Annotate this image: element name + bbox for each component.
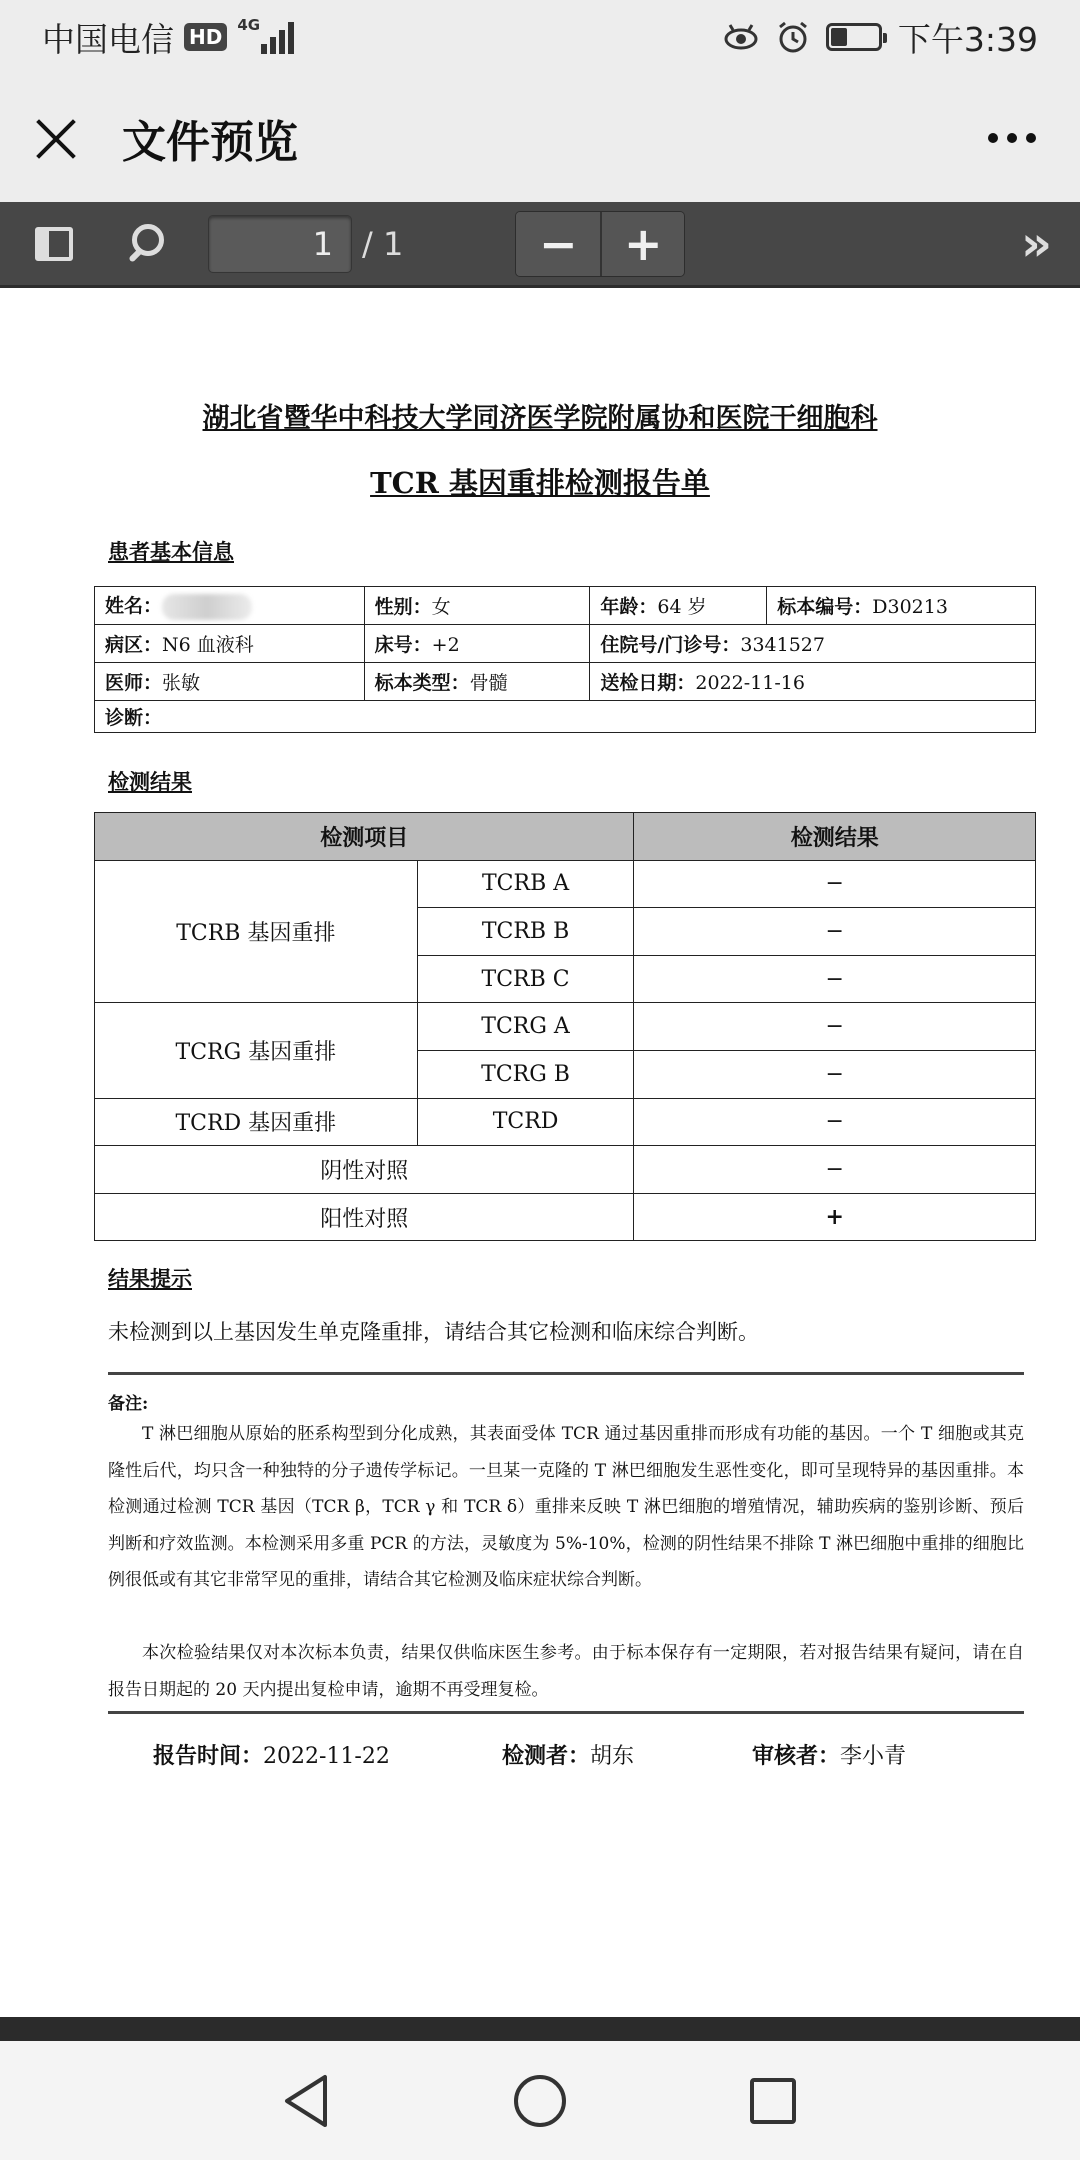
doctor-cell: 医师：张敏 (95, 663, 365, 701)
report-time: 报告时间：2022-11-22 (153, 1743, 390, 1769)
hd-badge: HD (184, 23, 227, 51)
eye-comfort-icon (722, 22, 760, 52)
ward-cell: 病区：N6 血液科 (95, 625, 365, 663)
search-icon (124, 224, 164, 264)
hospital-title: 湖北省暨华中科技大学同济医学院附属协和医院干细胞科 (202, 403, 878, 434)
sub-item: TCRB B (417, 908, 634, 956)
title-bar (0, 74, 1080, 202)
table-row (95, 1098, 1036, 1146)
name-cell: 姓名： (95, 587, 365, 625)
result-value: − (634, 1050, 1036, 1098)
submit-date-cell: 送检日期：2022-11-16 (590, 663, 1036, 701)
positive-control-label: 阳性对照 (95, 1193, 634, 1241)
sub-item: TCRB A (417, 860, 634, 908)
page-count: / 1 (362, 224, 404, 263)
hint-text: 未检测到以上基因发生单克隆重排，请结合其它检测和临床综合判断。 (108, 1320, 759, 1344)
status-bar (0, 0, 1080, 74)
results-section-heading: 检测结果 (108, 769, 192, 794)
home-circle-icon (512, 2073, 568, 2129)
page-number-input[interactable] (208, 215, 352, 273)
viewer-bottom-bar (0, 2017, 1080, 2041)
table-row (95, 1193, 1036, 1241)
carrier-name: 中国电信 (42, 19, 174, 59)
battery-icon (826, 23, 882, 51)
bed-cell: 床号：+2 (364, 625, 590, 663)
signal-icon (237, 16, 294, 54)
sidebar-icon (35, 227, 73, 261)
negative-control-label: 阴性对照 (95, 1146, 634, 1194)
table-row (95, 1146, 1036, 1194)
close-icon[interactable] (34, 117, 76, 159)
divider (108, 1372, 1024, 1375)
redacted-name (162, 594, 252, 620)
divider (108, 1711, 1024, 1714)
nav-home-button[interactable] (500, 2061, 580, 2141)
header-result: 检测结果 (634, 813, 1036, 861)
group-tcrg: TCRG 基因重排 (95, 1003, 418, 1098)
positive-control-result: + (634, 1193, 1036, 1241)
system-nav-bar (0, 2041, 1080, 2160)
alarm-icon (776, 20, 810, 54)
result-value: − (634, 860, 1036, 908)
zoom-in-button[interactable]: + (600, 212, 684, 276)
sub-item: TCRB C (417, 955, 634, 1003)
inpatient-no-cell: 住院号/门诊号：3341527 (590, 625, 1036, 663)
zoom-controls (515, 211, 685, 277)
zoom-out-button[interactable]: − (516, 212, 600, 276)
report-title: TCR 基因重排检测报告单 (370, 466, 710, 500)
results-table (94, 812, 1036, 1241)
patient-info-table (94, 586, 1036, 733)
clock: 下午3:39 (897, 19, 1038, 59)
page-title: 文件预览 (122, 117, 298, 168)
specimen-no-cell: 标本编号：D30213 (767, 587, 1036, 625)
nav-recents-button[interactable] (733, 2061, 813, 2141)
sub-item: TCRG B (417, 1050, 634, 1098)
back-triangle-icon (281, 2073, 333, 2129)
sidebar-toggle-button[interactable] (26, 216, 82, 272)
patient-section-heading: 患者基本信息 (108, 539, 234, 564)
more-menu-icon[interactable] (978, 123, 1046, 153)
nav-back-button[interactable] (267, 2061, 347, 2141)
hint-section-heading: 结果提示 (108, 1266, 192, 1291)
recents-square-icon (748, 2076, 798, 2126)
sex-cell: 性别：女 (364, 587, 590, 625)
group-tcrb: TCRB 基因重排 (95, 860, 418, 1003)
result-value: − (634, 1003, 1036, 1051)
specimen-type-cell: 标本类型：骨髓 (364, 663, 590, 701)
find-button[interactable] (116, 216, 172, 272)
pdf-page (0, 291, 1080, 2017)
table-row (95, 860, 1036, 908)
status-right (722, 14, 1038, 61)
table-row (95, 1003, 1036, 1051)
pdf-toolbar (0, 202, 1080, 288)
tools-menu-icon[interactable]: » (1020, 215, 1040, 272)
note-paragraph-2: 本次检验结果仅对本次标本负责，结果仅供临床医生参考。由于标本保存有一定期限，若对报告结果有疑问，请在自报告日期起的 20 天内提出复检申请，逾期不再受理复检。 (108, 1643, 1024, 1700)
tester: 检测者：胡东 (502, 1743, 635, 1769)
result-value: − (634, 1098, 1036, 1146)
age-cell: 年龄：64 岁 (590, 587, 767, 625)
sub-item: TCRG A (417, 1003, 634, 1051)
reviewer: 审核者：李小青 (752, 1743, 907, 1769)
diagnosis-cell: 诊断： (95, 701, 1036, 733)
status-left (42, 14, 294, 61)
header-item: 检测项目 (95, 813, 634, 861)
sub-item: TCRD (417, 1098, 634, 1146)
negative-control-result: − (634, 1146, 1036, 1194)
battery-level (831, 28, 847, 46)
result-value: − (634, 908, 1036, 956)
network-type: 4G (237, 16, 261, 34)
group-tcrd: TCRD 基因重排 (95, 1098, 418, 1146)
note-label: 备注: (108, 1394, 149, 1414)
note-paragraph-1: T 淋巴细胞从原始的胚系构型到分化成熟，其表面受体 TCR 通过基因重排而形成有功能的基因。一个 T 细胞或其克隆性后代，均只含一种独特的分子遗传学标记。一旦某一克隆的 T 淋巴细胞发生恶性变化，即可呈现特异的基因重排。本检测通过检测 TCR 基因（TCR β，TCR γ 和 TCR δ）重排来反映 T 淋巴细胞的增殖情况，辅助疾病的鉴别诊断、预后判断和疗效监测。本检测采用多重 PCR 的方法，灵敏度为 5%-10%，检测的阴性结果不排除 T 淋巴细胞中重排的细胞比例很低或有其它非常罕见的重排，请结合其它检测及临床症状综合判断。 (108, 1424, 1024, 1591)
result-value: − (634, 955, 1036, 1003)
